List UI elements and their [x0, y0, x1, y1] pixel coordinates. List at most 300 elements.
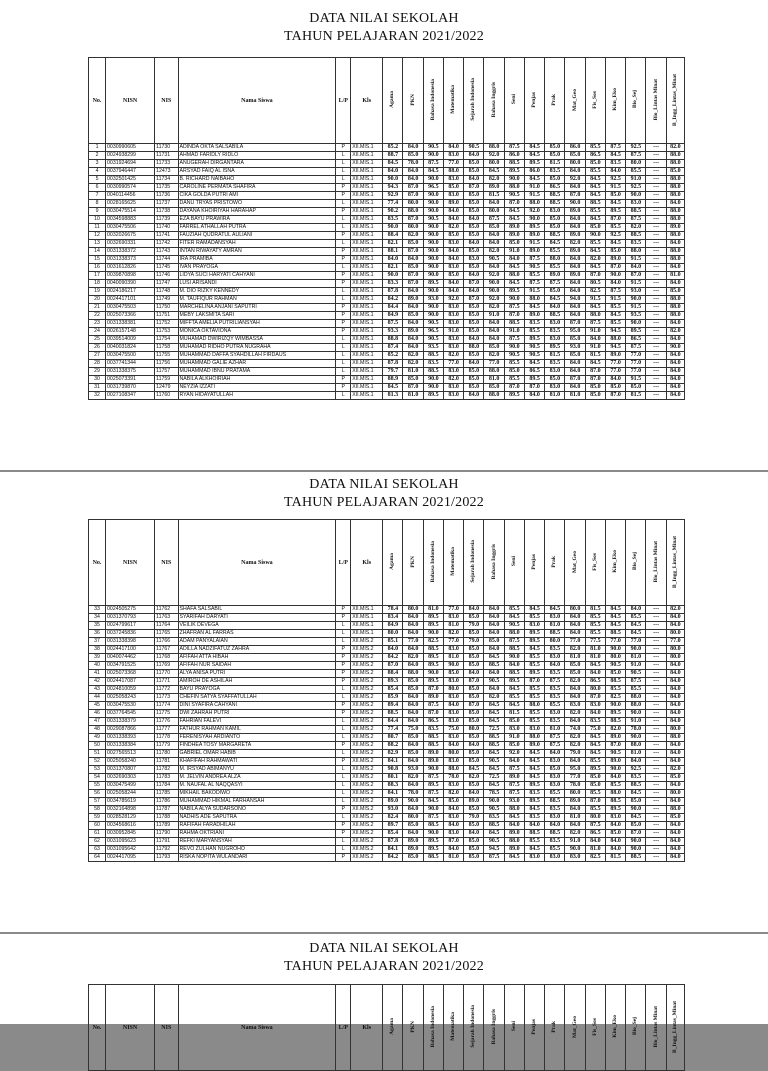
table-cell: 0031739870: [106, 384, 155, 392]
table-cell: 88.5: [484, 734, 504, 742]
table-cell: 85.5: [585, 806, 605, 814]
column-header: [155, 520, 178, 606]
table-cell: L: [336, 814, 351, 822]
table-cell: 90.0: [504, 176, 524, 184]
table-cell: 85.0: [565, 352, 585, 360]
table-cell: 80.0: [403, 814, 423, 822]
table-cell: 84.9: [383, 312, 403, 320]
table-cell: 84.5: [524, 806, 544, 814]
table-cell: ---: [646, 152, 666, 160]
table-cell: 77.0: [565, 774, 585, 782]
table-row: [89, 854, 685, 862]
table-cell: 0032690331: [106, 240, 155, 248]
table-cell: 84.5: [524, 774, 544, 782]
table-cell: 77.0: [666, 638, 684, 646]
table-cell: 85.0: [464, 304, 484, 312]
table-cell: 89.0: [565, 232, 585, 240]
table-cell: XII.MIS.2: [351, 806, 383, 814]
table-cell: 85.1: [383, 638, 403, 646]
table-cell: 83.0: [443, 240, 463, 248]
table-cell: L: [336, 160, 351, 168]
column-header: [464, 985, 484, 1071]
table-cell: 87.5: [545, 742, 565, 750]
table-cell: 89.5: [504, 288, 524, 296]
table-cell: 87.0: [605, 264, 625, 272]
table-cell: 82.0: [666, 328, 684, 336]
table-cell: 90.0: [504, 296, 524, 304]
table-cell: 83.0: [545, 774, 565, 782]
table-cell: ---: [646, 344, 666, 352]
table-cell: 82.0: [666, 766, 684, 774]
table-cell: 87.5: [504, 790, 524, 798]
table-cell: 93.0: [565, 344, 585, 352]
column-header-label: PKN: [409, 1020, 416, 1033]
table-cell: 85.0: [464, 376, 484, 384]
table-cell: 80.0: [484, 208, 504, 216]
table-cell: 90.0: [423, 806, 443, 814]
table-cell: 11764: [155, 622, 178, 630]
table-cell: 84.5: [545, 296, 565, 304]
table-cell: 83.0: [545, 208, 565, 216]
table-cell: 84.1: [383, 846, 403, 854]
table-cell: 11734: [155, 176, 178, 184]
table-cell: 85.5: [524, 328, 544, 336]
table-cell: XII.MIS.2: [351, 846, 383, 854]
table-cell: 0040090390: [106, 280, 155, 288]
table-cell: 89.5: [524, 224, 544, 232]
column-header: [178, 58, 336, 144]
table-cell: 87.5: [605, 144, 625, 152]
table-cell: ---: [646, 854, 666, 862]
table-cell: 87.0: [464, 678, 484, 686]
table-cell: 0032026675: [106, 232, 155, 240]
column-header: [336, 58, 351, 144]
table-cell: 89.5: [524, 160, 544, 168]
table-cell: 79.7: [383, 368, 403, 376]
table-cell: 88.4: [383, 670, 403, 678]
table-cell: 77.0: [626, 638, 646, 646]
table-cell: 89.0: [565, 208, 585, 216]
column-header: [336, 520, 351, 606]
column-header: [89, 985, 106, 1071]
table-cell: 84.5: [504, 854, 524, 862]
table-cell: 87.0: [585, 368, 605, 376]
table-cell: 55: [89, 782, 106, 790]
table-cell: 78.0: [626, 726, 646, 734]
table-cell: 90.0: [423, 304, 443, 312]
table-cell: 84.0: [403, 144, 423, 152]
column-header-label: Penjas: [531, 1018, 538, 1035]
table-cell: ---: [646, 798, 666, 806]
column-header-label: B_Ingg_Lintas_Minat: [671, 73, 678, 126]
column-header-label: NISN: [122, 97, 138, 104]
column-header-label: B_Ingg_Lintas_Minat: [671, 1000, 678, 1053]
table-cell: 87.0: [423, 686, 443, 694]
table-cell: 77.0: [605, 638, 625, 646]
table-cell: XII.MIS.2: [351, 830, 383, 838]
table-cell: L: [336, 296, 351, 304]
table-cell: REVO ZULHAN NUGROHO: [178, 846, 336, 854]
table-cell: 84.5: [484, 654, 504, 662]
table-cell: 78.0: [403, 790, 423, 798]
table-cell: 87.5: [504, 304, 524, 312]
table-cell: 88.0: [504, 184, 524, 192]
table-header-row: [89, 520, 685, 606]
table-cell: 83.0: [443, 264, 463, 272]
table-cell: ---: [646, 774, 666, 782]
table-cell: 89.0: [565, 798, 585, 806]
table-cell: 90.0: [423, 384, 443, 392]
table-cell: 84.5: [585, 176, 605, 184]
table-cell: 29: [89, 368, 106, 376]
column-header: [646, 520, 666, 606]
table-cell: 84.0: [443, 144, 463, 152]
table-cell: 0028528129: [106, 814, 155, 822]
table-row: [89, 614, 685, 622]
column-header: [585, 58, 605, 144]
table-cell: ---: [646, 630, 666, 638]
table-cell: 87.5: [524, 256, 544, 264]
table-cell: 87.8: [383, 360, 403, 368]
table-cell: 0030475503: [106, 304, 155, 312]
table-cell: 89.0: [545, 272, 565, 280]
table-cell: 88.4: [383, 232, 403, 240]
column-header-label: Bio_Lintas Minat: [652, 1005, 659, 1048]
table-cell: 90.0: [605, 766, 625, 774]
table-cell: 84.0: [403, 806, 423, 814]
table-cell: 35: [89, 622, 106, 630]
table-cell: 87.5: [423, 790, 443, 798]
table-cell: 83.0: [443, 312, 463, 320]
table-row: [89, 726, 685, 734]
table-cell: XII.MIS.2: [351, 814, 383, 822]
table-cell: P: [336, 822, 351, 830]
table-cell: 90.0: [605, 702, 625, 710]
table-cell: 88.0: [524, 702, 544, 710]
table-cell: 0024417101: [106, 296, 155, 304]
table-cell: ---: [646, 272, 666, 280]
column-header-label: Kls: [362, 1024, 372, 1031]
table-cell: 84.0: [383, 256, 403, 264]
table-cell: L: [336, 630, 351, 638]
table-cell: 83.0: [443, 830, 463, 838]
table-cell: 11791: [155, 838, 178, 846]
table-cell: 42: [89, 678, 106, 686]
table-cell: 11738: [155, 208, 178, 216]
table-cell: 81.0: [626, 654, 646, 662]
table-cell: 90.2: [383, 208, 403, 216]
table-cell: 90.0: [626, 192, 646, 200]
table-cell: 11744: [155, 256, 178, 264]
table-cell: 82.5: [423, 638, 443, 646]
table-cell: 84.5: [484, 710, 504, 718]
table-cell: 85.0: [504, 240, 524, 248]
table-cell: 85.0: [443, 798, 463, 806]
table-cell: 77.0: [626, 368, 646, 376]
table-cell: 87.5: [504, 144, 524, 152]
column-header-label: Sejarah Indonesia: [470, 78, 477, 121]
table-cell: 87.5: [423, 702, 443, 710]
table-cell: 83.0: [443, 614, 463, 622]
table-cell: 84.0: [484, 686, 504, 694]
table-cell: 84.5: [524, 304, 544, 312]
table-cell: 84.0: [464, 152, 484, 160]
table-cell: 84.0: [464, 288, 484, 296]
table-cell: BAYU PRAYOGA: [178, 686, 336, 694]
table-cell: 90.0: [423, 376, 443, 384]
table-cell: 11749: [155, 296, 178, 304]
table-cell: 90.5: [524, 344, 544, 352]
table-cell: 83.0: [545, 614, 565, 622]
table-cell: 81.5: [626, 392, 646, 400]
table-cell: XII.MIS.1: [351, 606, 383, 614]
table-cell: 11759: [155, 376, 178, 384]
table-cell: ---: [646, 814, 666, 822]
table-cell: P: [336, 646, 351, 654]
table-cell: ---: [646, 822, 666, 830]
table-cell: 84.0: [565, 686, 585, 694]
table-cell: 37: [89, 638, 106, 646]
table-cell: 87.5: [484, 216, 504, 224]
table-cell: 84.0: [666, 702, 684, 710]
table-cell: 84.0: [605, 846, 625, 854]
table-cell: ---: [646, 766, 666, 774]
table-cell: 46: [89, 710, 106, 718]
table-cell: 86.5: [585, 152, 605, 160]
table-cell: 90.0: [423, 288, 443, 296]
table-cell: 84.0: [666, 742, 684, 750]
column-header: [626, 58, 646, 144]
table-row: [89, 240, 685, 248]
table-cell: 85.5: [626, 686, 646, 694]
table-cell: GABRIEL OMAR HABIB: [178, 750, 336, 758]
table-cell: XII.MIS.1: [351, 176, 383, 184]
table-cell: 77.0: [565, 638, 585, 646]
table-cell: 78.0: [443, 774, 463, 782]
table-cell: L: [336, 766, 351, 774]
table-cell: 85.0: [585, 160, 605, 168]
table-cell: 87.5: [545, 678, 565, 686]
table-row: [89, 846, 685, 854]
table-cell: 87.5: [585, 320, 605, 328]
table-cell: 0040031824: [106, 344, 155, 352]
table-cell: 84.0: [666, 200, 684, 208]
table-cell: 89.0: [565, 248, 585, 256]
table-cell: 82.0: [464, 774, 484, 782]
column-header-label: Nama Siswa: [241, 97, 273, 104]
table-cell: 84.0: [524, 822, 544, 830]
table-cell: 80.0: [484, 160, 504, 168]
table-cell: 85.5: [504, 376, 524, 384]
table-cell: ---: [646, 224, 666, 232]
table-cell: 91.5: [626, 304, 646, 312]
table-cell: 11751: [155, 312, 178, 320]
table-cell: 78.5: [484, 790, 504, 798]
table-cell: P: [336, 232, 351, 240]
table-cell: 83.5: [545, 646, 565, 654]
table-cell: 40: [89, 662, 106, 670]
table-cell: 84.0: [605, 774, 625, 782]
table-row: [89, 806, 685, 814]
table-cell: 84.5: [585, 360, 605, 368]
table-cell: LIDYA SUCI HARYATI CAHYANI: [178, 272, 336, 280]
column-header: [484, 985, 504, 1071]
table-cell: 85.5: [585, 144, 605, 152]
table-cell: 84.0: [484, 630, 504, 638]
column-header: [585, 985, 605, 1071]
table-cell: 0028165625: [106, 200, 155, 208]
table-cell: XII.MIS.1: [351, 376, 383, 384]
table-cell: 85.9: [383, 694, 403, 702]
column-header-label: Bahasa Inggris: [490, 81, 497, 118]
table-cell: 85.5: [524, 710, 544, 718]
table-cell: 90.0: [626, 734, 646, 742]
table-cell: 78.0: [403, 160, 423, 168]
table-cell: 2: [89, 152, 106, 160]
table-cell: P: [336, 606, 351, 614]
table-cell: 0032164898: [106, 806, 155, 814]
table-cell: 88.0: [484, 368, 504, 376]
table-cell: 10: [89, 216, 106, 224]
table-cell: 84.4: [383, 718, 403, 726]
table-cell: L: [336, 264, 351, 272]
table-cell: 80.0: [403, 224, 423, 232]
table-cell: P: [336, 304, 351, 312]
table-cell: 64: [89, 854, 106, 862]
table-cell: 84.0: [585, 838, 605, 846]
table-cell: M. JELVIN ANDREA ALZA: [178, 774, 336, 782]
table-cell: 11772: [155, 686, 178, 694]
table-cell: 84.2: [383, 854, 403, 862]
table-cell: ---: [646, 264, 666, 272]
table-cell: 11790: [155, 830, 178, 838]
table-cell: 89.5: [626, 328, 646, 336]
table-cell: 90.5: [524, 352, 544, 360]
table-row: [89, 152, 685, 160]
table-cell: 88.0: [666, 184, 684, 192]
column-header: [383, 985, 403, 1071]
table-cell: DAYANA KHOIRIYAH HARAHAP: [178, 208, 336, 216]
column-header-label: Bio_Sej: [632, 552, 639, 571]
table-cell: 11746: [155, 272, 178, 280]
table-cell: 11792: [155, 846, 178, 854]
table-cell: 88.0: [666, 806, 684, 814]
table-cell: 93.0: [403, 766, 423, 774]
table-cell: 88.5: [504, 320, 524, 328]
table-cell: 84.0: [484, 320, 504, 328]
table-cell: 84.5: [605, 614, 625, 622]
table-row: [89, 734, 685, 742]
column-header-label: Kim_Eko: [612, 88, 619, 111]
table-cell: 84.5: [484, 782, 504, 790]
table-cell: 84.0: [504, 758, 524, 766]
table-cell: 89.3: [383, 678, 403, 686]
table-cell: 89.0: [605, 352, 625, 360]
column-header: [484, 520, 504, 606]
table-cell: 51: [89, 750, 106, 758]
table-cell: 90.0: [565, 200, 585, 208]
table-cell: ---: [646, 168, 666, 176]
table-cell: 84.0: [484, 614, 504, 622]
table-cell: 53: [89, 766, 106, 774]
table-cell: 85.0: [464, 854, 484, 862]
table-cell: 0024186217: [106, 288, 155, 296]
table-cell: 89.0: [504, 224, 524, 232]
table-cell: 0030475500: [106, 352, 155, 360]
table-cell: 84.5: [504, 208, 524, 216]
table-cell: 90.0: [626, 838, 646, 846]
column-header-label: Sejarah Indonesia: [470, 1005, 477, 1048]
table-cell: 75.0: [403, 726, 423, 734]
table-cell: 93.0: [383, 806, 403, 814]
table-cell: XII.MIS.1: [351, 622, 383, 630]
table-cell: 84.5: [605, 622, 625, 630]
column-header-label: Fis_Sos: [591, 90, 598, 109]
table-cell: 90.5: [423, 216, 443, 224]
table-cell: 11776: [155, 718, 178, 726]
table-cell: 91.0: [484, 312, 504, 320]
table-cell: 81.0: [443, 654, 463, 662]
table-cell: ---: [646, 742, 666, 750]
table-cell: ADAM PANYALAIAN: [178, 638, 336, 646]
table-cell: 84.0: [666, 384, 684, 392]
table-cell: XII.MIS.2: [351, 686, 383, 694]
column-header: [106, 520, 155, 606]
table-cell: 11748: [155, 288, 178, 296]
table-cell: 90.0: [423, 240, 443, 248]
table-cell: 93.3: [383, 328, 403, 336]
table-cell: 90.0: [383, 176, 403, 184]
table-cell: 11769: [155, 662, 178, 670]
table-cell: RYAN HIDAYATULLAH: [178, 392, 336, 400]
table-cell: 88.5: [423, 368, 443, 376]
column-header-label: No.: [92, 97, 102, 104]
table-cell: P: [336, 144, 351, 152]
column-header: [423, 985, 443, 1071]
table-cell: 87.5: [605, 288, 625, 296]
table-cell: XII.MIS.2: [351, 638, 383, 646]
table-cell: 84.0: [565, 384, 585, 392]
table-cell: 92.5: [605, 232, 625, 240]
table-cell: ANUGERAH DIRGANTARA: [178, 160, 336, 168]
table-cell: 85.0: [464, 662, 484, 670]
table-cell: ---: [646, 782, 666, 790]
table-cell: ---: [646, 654, 666, 662]
table-row: [89, 224, 685, 232]
table-cell: 0039870898: [106, 272, 155, 280]
table-cell: L: [336, 152, 351, 160]
table-cell: FARREL ATHALLAH PUTRA: [178, 224, 336, 232]
table-cell: 85.0: [464, 312, 484, 320]
table-cell: 85.0: [464, 630, 484, 638]
table-cell: L: [336, 240, 351, 248]
table-cell: ---: [646, 192, 666, 200]
grade-table: [88, 57, 685, 400]
table-cell: 88.5: [423, 854, 443, 862]
table-cell: XII.MIS.1: [351, 200, 383, 208]
table-cell: ---: [646, 846, 666, 854]
table-cell: 0040114456: [106, 192, 155, 200]
table-cell: 85.0: [484, 224, 504, 232]
table-cell: 88.0: [666, 248, 684, 256]
table-cell: 82.0: [443, 790, 463, 798]
table-cell: 87.5: [504, 638, 524, 646]
table-cell: 87.0: [565, 376, 585, 384]
table-cell: 83.0: [545, 336, 565, 344]
table-cell: 81.0: [403, 368, 423, 376]
table-cell: ---: [646, 240, 666, 248]
table-cell: 83.5: [545, 686, 565, 694]
